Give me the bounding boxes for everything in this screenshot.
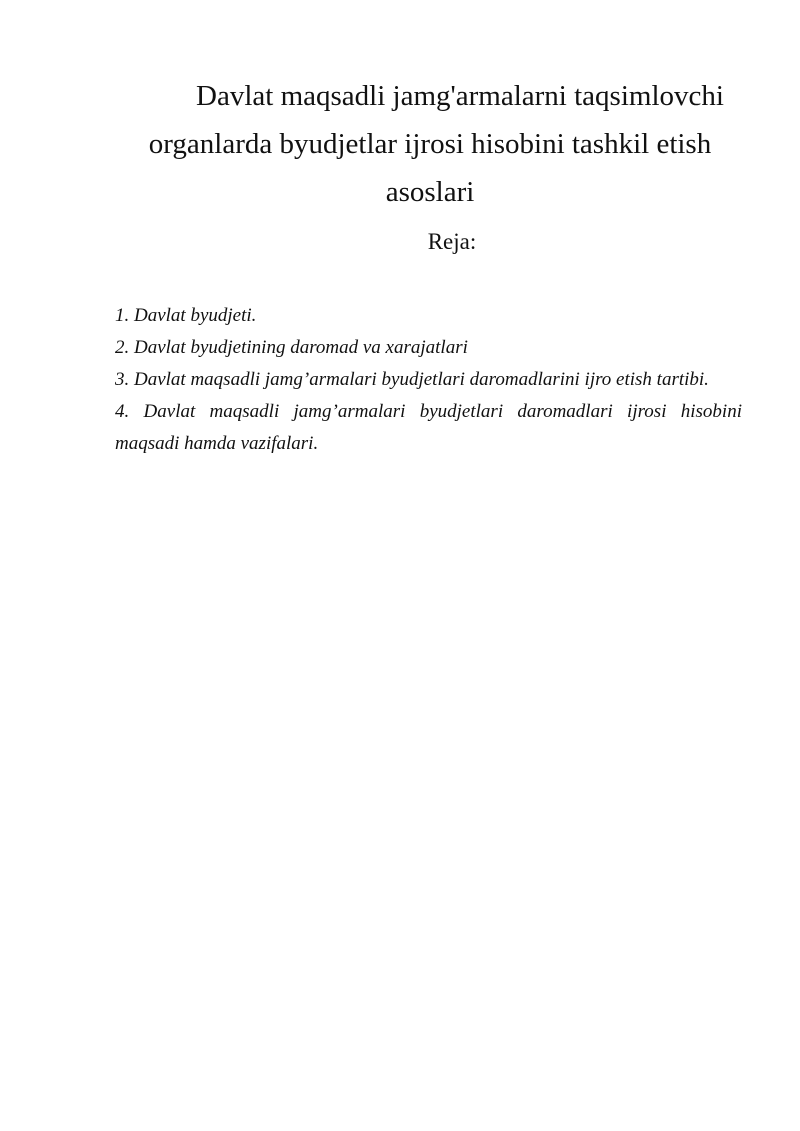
- plan-item-1: 1. Davlat byudjeti.: [115, 305, 257, 326]
- plan-item-3: 3. Davlat maqsadli jamg’armalari byudjetlari daromadlarini ijro etish tartibi.: [115, 369, 709, 390]
- title-line-1: Davlat maqsadli jamg'armalarni taqsimlovchi: [196, 80, 724, 112]
- title-line-3: asoslari: [385, 176, 475, 208]
- plan-list: [115, 300, 742, 460]
- document-title: [115, 72, 745, 216]
- plan-heading: Reja:: [427, 229, 477, 254]
- plan-item-4: 4. Davlat maqsadli jamg’armalari byudjetlari daromadlari ijrosi hisobini maqsadi hamda vazifalari.: [115, 401, 742, 454]
- plan-item-2: 2. Davlat byudjetining daromad va xarajatlari: [115, 337, 468, 358]
- title-line-2: organlarda byudjetlar ijrosi hisobini tashkil etish: [148, 128, 712, 160]
